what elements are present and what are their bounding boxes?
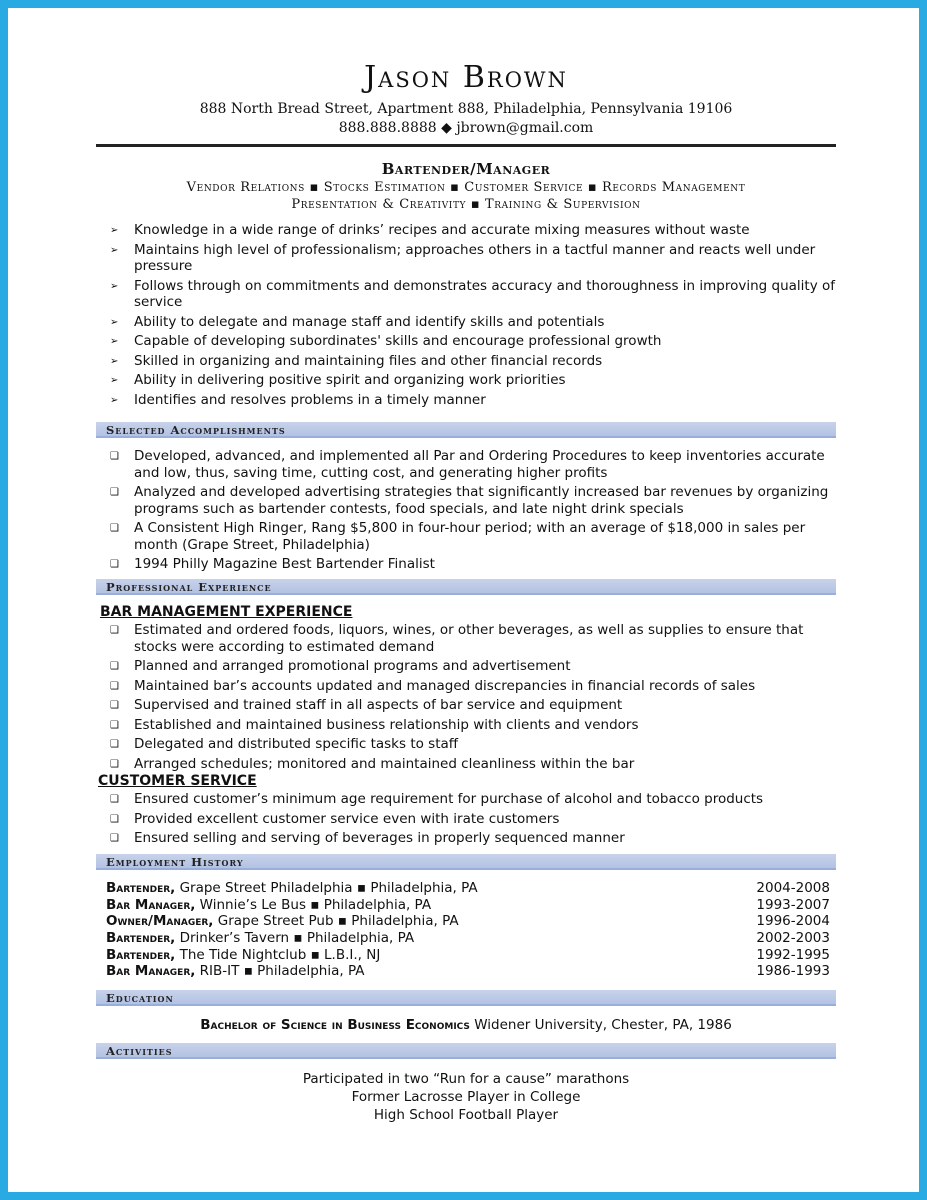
bullet-marker: ❑ [110, 739, 119, 750]
bullet-marker: ➢ [110, 355, 119, 367]
list-item [96, 736, 836, 753]
bullet-marker: ❑ [110, 719, 119, 731]
list-item-text: Arranged schedules; monitored and maintained cleanliness within the bar [134, 755, 635, 772]
bullet-marker: ❑ [110, 661, 119, 672]
list-item-text: Maintained bar’s accounts updated and managed discrepancies in financial records of sales [134, 677, 756, 694]
list-item [96, 697, 836, 714]
bullet-marker: ❑ [110, 833, 119, 844]
job-detail: Drinker’s Tavern ▪ Philadelphia, PA [175, 930, 415, 947]
job-title: Owner/Manager, [106, 913, 214, 930]
list-item-text: Provided excellent customer service even with irate customers [134, 810, 560, 827]
list-item [96, 791, 836, 808]
list-item [96, 392, 836, 409]
job-title: Bar Manager, [106, 896, 196, 913]
activity-item: Participated in two “Run for a cause” marathons [302, 1071, 630, 1087]
list-item-text: A Consistent High Ringer, Rang $5,800 in four-hour period; with an average of $18,000 in sales per month (Grape Street, Philadelphia) [134, 520, 806, 553]
list-item [96, 448, 836, 481]
bullet-marker: ❑ [110, 680, 119, 692]
list-item [96, 622, 836, 655]
job-years: 1986-1993 [756, 963, 830, 980]
education-detail: Widener University, Chester, PA, 1986 [469, 1017, 732, 1033]
bullet-marker: ❑ [110, 813, 119, 825]
accomplishments-list [96, 448, 836, 576]
section-accomplishments: Selected Accomplishments [96, 422, 836, 438]
section-activities: Activities [96, 1043, 836, 1059]
summary-list [96, 222, 836, 411]
skills-line-2: Presentation & Creativity ▪ Training & Supervision [291, 197, 641, 212]
section-employment: Employment History [96, 854, 836, 870]
job-detail: Grape Street Philadelphia ▪ Philadelphia, PA [175, 880, 478, 896]
list-item [96, 678, 836, 695]
list-item-text: Planned and arranged promotional programs and advertisement [134, 658, 571, 674]
list-item [96, 484, 836, 517]
activity-item: High School Football Player [373, 1107, 559, 1123]
employment-table [106, 880, 830, 980]
bullet-marker: ❑ [110, 451, 119, 462]
list-item-text: Ability in delivering positive spirit and organizing work priorities [134, 372, 566, 388]
degree: Bachelor of Science in Business Economics [200, 1017, 470, 1033]
list-item-text: Ensured selling and serving of beverages in properly sequenced manner [134, 830, 625, 846]
candidate-name: Jason Brown [364, 60, 568, 95]
bullet-marker: ❑ [110, 794, 119, 805]
list-item [96, 658, 836, 675]
job-detail: RIB-IT ▪ Philadelphia, PA [195, 963, 365, 980]
job-years: 2004-2008 [756, 880, 830, 896]
list-item-text: Delegated and distributed specific tasks to staff [134, 736, 459, 752]
list-item-text: Developed, advanced, and implemented all Par and Ordering Procedures to keep inventories accurate and low, thus, saving time, cutting cost, and generating higher profits [134, 448, 825, 481]
list-item-text: Identifies and resolves problems in a timely manner [134, 391, 486, 408]
bullet-marker: ➢ [110, 316, 119, 328]
job-title: Bartender, [106, 880, 176, 896]
bar-management-list [96, 622, 836, 775]
list-item-text: Follows through on commitments and demonstrates accuracy and thoroughness in improving quality of service [134, 277, 836, 310]
employment-row [106, 897, 830, 914]
list-item-text: 1994 Philly Magazine Best Bartender Finalist [134, 556, 435, 572]
employment-row [106, 880, 830, 897]
job-years: 1992-1995 [756, 946, 830, 963]
list-item-text: Knowledge in a wide range of drinks’ recipes and accurate mixing measures without waste [134, 222, 750, 238]
role-title: Bartender/Manager [381, 160, 551, 178]
list-item [96, 520, 836, 553]
job-years: 1993-2007 [756, 896, 830, 913]
bullet-marker: ❑ [110, 625, 119, 636]
bullet-marker: ❑ [110, 523, 119, 534]
bullet-marker: ❑ [110, 700, 119, 711]
list-item [96, 756, 836, 773]
job-years: 2002-2003 [756, 930, 830, 947]
list-item [96, 242, 836, 275]
list-item-text: Capable of developing subordinates' skills and encourage professional growth [134, 333, 662, 349]
list-item [96, 372, 836, 389]
list-item [96, 717, 836, 734]
list-item [96, 353, 836, 370]
skills-line-1: Vendor Relations ▪ Stocks Estimation ▪ Customer Service ▪ Records Management [186, 180, 746, 195]
list-item-text: Established and maintained business relationship with clients and vendors [134, 716, 639, 733]
bullet-marker: ➢ [110, 280, 119, 292]
list-item-text: Ability to delegate and manage staff and identify skills and potentials [134, 313, 605, 330]
job-detail: Grape Street Pub ▪ Philadelphia, PA [213, 913, 459, 930]
job-title: Bartender, [106, 930, 176, 947]
bullet-marker: ➢ [110, 375, 119, 386]
bullet-marker: ❑ [110, 487, 119, 498]
bullet-marker: ❑ [110, 559, 119, 570]
list-item-text: Ensured customer’s minimum age requirement for purchase of alcohol and tobacco products [134, 791, 764, 807]
candidate-contact: 888.888.8888 ◆ jbrown@gmail.com [338, 120, 594, 136]
bullet-marker: ➢ [110, 225, 119, 236]
list-item-text: Analyzed and developed advertising strategies that significantly increased bar revenues by organizing programs such as bartender contests, food specials, and late night drink specials [134, 484, 829, 517]
activity-item: Former Lacrosse Player in College [351, 1089, 581, 1105]
employment-row [106, 947, 830, 964]
list-item [96, 556, 836, 573]
list-item [96, 811, 836, 828]
job-title: Bar Manager, [106, 963, 196, 980]
customer-service-heading: CUSTOMER SERVICE [98, 773, 257, 789]
customer-service-list [96, 791, 836, 850]
bullet-marker: ➢ [110, 394, 119, 406]
employment-row [106, 930, 830, 947]
candidate-address: 888 North Bread Street, Apartment 888, Philadelphia, Pennsylvania 19106 [199, 101, 733, 117]
job-detail: Winnie’s Le Bus ▪ Philadelphia, PA [195, 896, 432, 913]
education-entry [96, 1017, 836, 1033]
bullet-marker: ❑ [110, 758, 119, 770]
employment-row [106, 913, 830, 930]
bullet-marker: ➢ [110, 336, 119, 347]
list-item [96, 222, 836, 239]
list-item-text: Estimated and ordered foods, liquors, wines, or other beverages, as well as supplies to ensure that stocks were according to estimated demand [134, 622, 804, 655]
list-item-text: Maintains high level of professionalism; approaches others in a tactful manner and reacts well under pressure [134, 241, 816, 274]
list-item-text: Supervised and trained staff in all aspects of bar service and equipment [134, 697, 623, 713]
employment-row [106, 963, 830, 980]
list-item [96, 333, 836, 350]
list-item-text: Skilled in organizing and maintaining files and other financial records [134, 352, 603, 369]
job-years: 1996-2004 [756, 913, 830, 930]
list-item [96, 830, 836, 847]
header-divider [96, 144, 836, 147]
list-item [96, 278, 836, 311]
bullet-marker: ➢ [110, 244, 119, 256]
list-item [96, 314, 836, 331]
job-detail: The Tide Nightclub ▪ L.B.I., NJ [175, 946, 381, 963]
bar-management-heading: BAR MANAGEMENT EXPERIENCE [100, 604, 353, 620]
job-title: Bartender, [106, 946, 176, 963]
activities-list [96, 1070, 836, 1124]
section-education: Education [96, 990, 836, 1006]
section-experience: Professional Experience [96, 579, 836, 595]
